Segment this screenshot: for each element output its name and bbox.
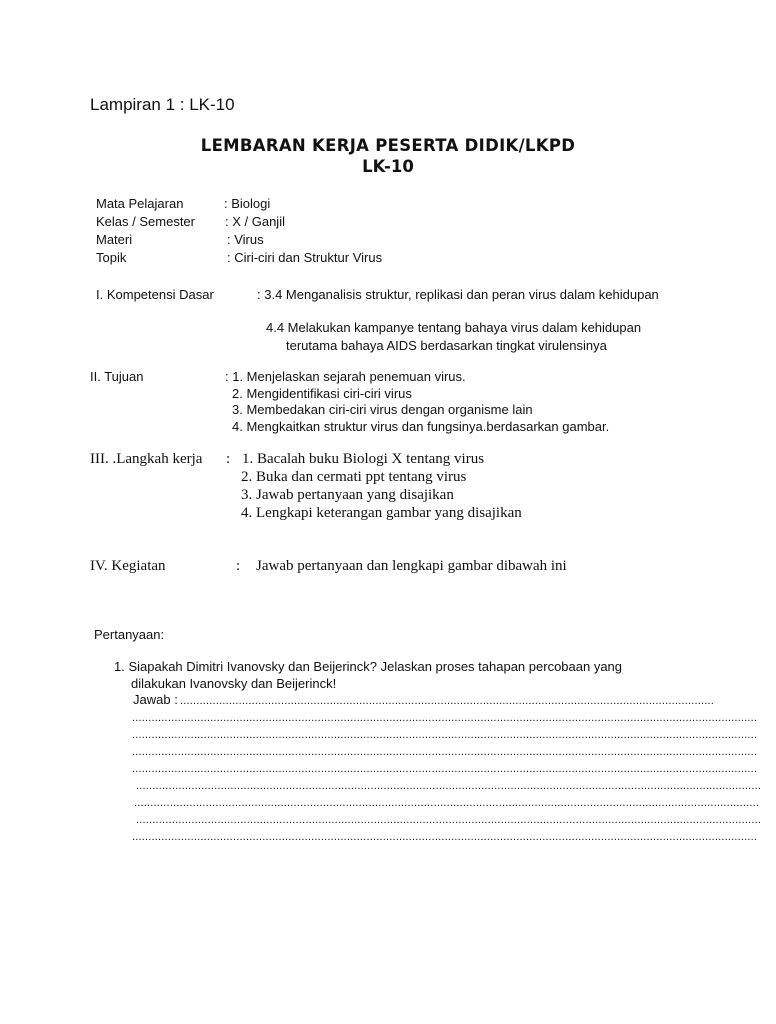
kegiatan-text: Jawab pertanyaan dan lengkapi gambar dibawah ini	[256, 558, 567, 574]
langkah-item: 4. Lengkapi keterangan gambar yang disajikan	[241, 505, 522, 521]
kompetensi-label: I. Kompetensi Dasar	[96, 287, 214, 302]
question-1-line2: dilakukan Ivanovsky dan Beijerinck!	[131, 676, 337, 691]
answer-dotted-line: ................................................................................................................................................................................................	[132, 763, 758, 775]
answer-dotted-line: ................................................................................................................................................................................................	[132, 831, 758, 843]
kompetensi-kd2-line2: terutama bahaya AIDS berdasarkan tingkat virulensinya	[286, 338, 607, 353]
tujuan-item: 2. Mengidentifikasi ciri-ciri virus	[232, 386, 412, 401]
langkah-item: 2. Buka dan cermati ppt tentang virus	[241, 469, 467, 485]
answer-dotted-line: ................................................................................................................................................................................................	[134, 797, 760, 809]
langkah-colon: :	[226, 451, 231, 467]
question-1-line1: 1. Siapakah Dimitri Ivanovsky dan Beijerinck? Jelaskan proses tahapan percobaan yang	[114, 659, 623, 674]
answer-dotted-line: ................................................................................................................................................................................................	[132, 712, 758, 724]
page-title: LEMBARAN KERJA PESERTA DIDIK/LKPD	[200, 136, 576, 155]
answer-dotted-line: ................................................................................................................................................................................................	[132, 746, 758, 758]
tujuan-label: II. Tujuan	[90, 369, 144, 384]
answer-dotted-line: ....................................................................................................................................................................	[180, 695, 715, 707]
tujuan-item: 3. Membedakan ciri-ciri virus dengan organisme lain	[232, 402, 533, 417]
identity-label-kelas: Kelas / Semester	[96, 214, 195, 229]
lampiran-label: Lampiran 1 : LK-10	[90, 95, 235, 114]
langkah-item: 3. Jawab pertanyaan yang disajikan	[241, 487, 454, 503]
identity-value-materi: : Virus	[227, 232, 264, 247]
identity-label-materi: Materi	[96, 232, 133, 247]
pertanyaan-heading: Pertanyaan:	[94, 627, 165, 642]
identity-value-kelas: : X / Ganjil	[225, 214, 285, 229]
answer-area[interactable]	[130, 690, 762, 843]
tujuan-item: 4. Mengkaitkan struktur virus dan fungsinya.berdasarkan gambar.	[232, 419, 610, 434]
answer-dotted-line: ................................................................................................................................................................................................	[132, 729, 758, 741]
kegiatan-label: IV. Kegiatan	[90, 558, 166, 574]
tujuan-item: : 1. Menjelaskan sejarah penemuan virus.	[225, 369, 466, 384]
kegiatan-colon: :	[236, 558, 241, 574]
identity-value-topik: : Ciri-ciri dan Struktur Virus	[227, 250, 383, 265]
kompetensi-kd2-line1: 4.4 Melakukan kampanye tentang bahaya virus dalam kehidupan	[266, 320, 642, 335]
kompetensi-kd1: : 3.4 Menganalisis struktur, replikasi dan peran virus dalam kehidupan	[257, 287, 659, 302]
identity-label-topik: Topik	[96, 250, 127, 265]
jawab-label: Jawab :	[133, 692, 178, 707]
identity-label-mapel: Mata Pelajaran	[96, 196, 184, 211]
langkah-item: 1. Bacalah buku Biologi X tentang virus	[242, 451, 485, 467]
identity-value-mapel: : Biologi	[224, 196, 271, 211]
langkah-label: III. .Langkah kerja	[90, 451, 203, 467]
answer-dotted-line: ................................................................................................................................................................................................	[136, 814, 762, 826]
answer-dotted-line: ................................................................................................................................................................................................	[136, 780, 762, 792]
page-subtitle: LK-10	[362, 157, 414, 176]
